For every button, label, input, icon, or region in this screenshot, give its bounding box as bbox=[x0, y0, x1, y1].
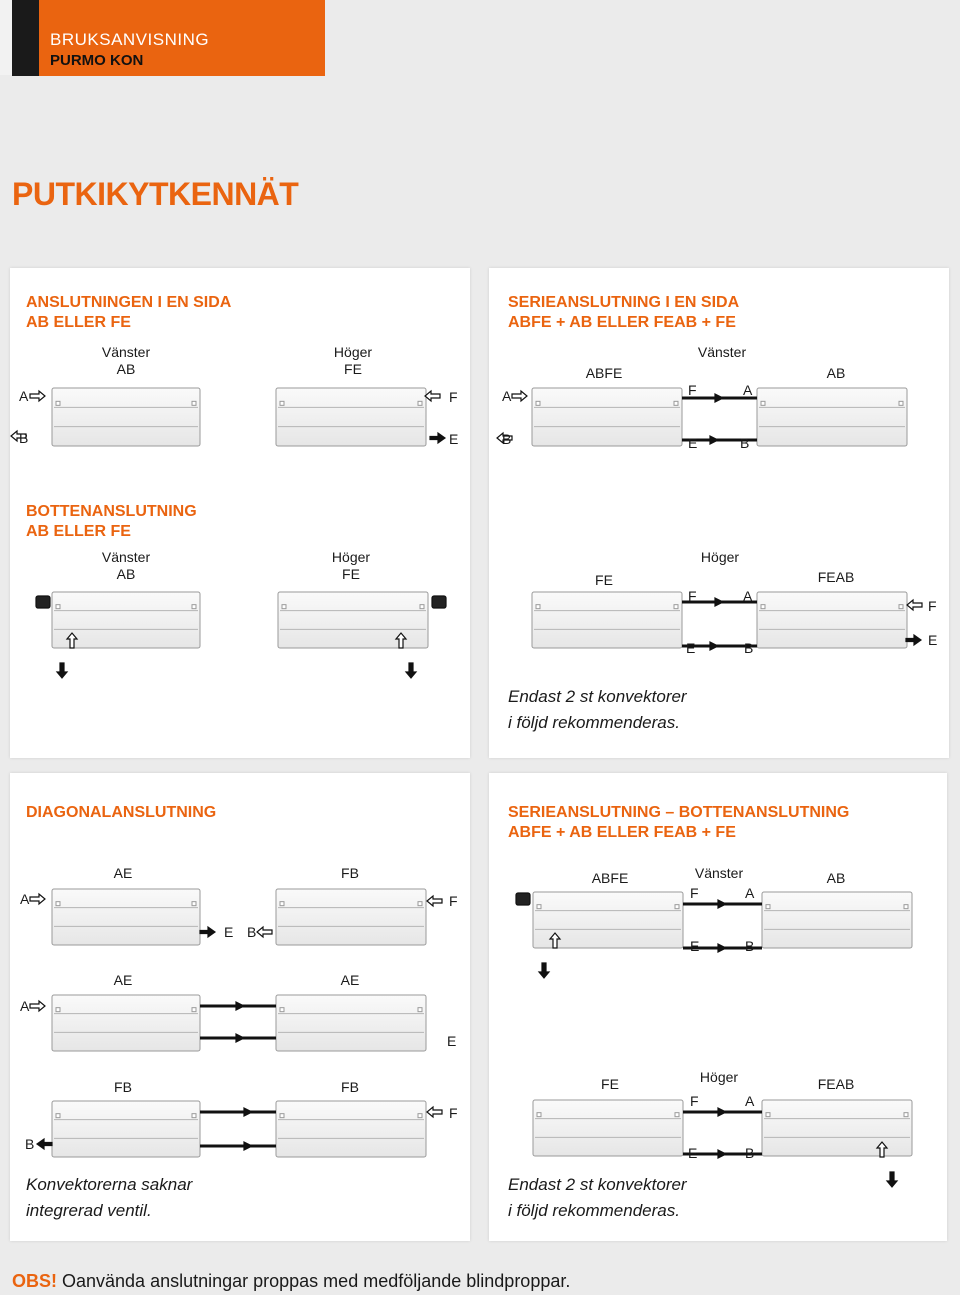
p3-note-line1: Konvektorerna saknar bbox=[26, 1175, 193, 1194]
p4-hoger: Höger bbox=[699, 1069, 739, 1085]
p4-note-line1: Endast 2 st konvektorer bbox=[508, 1175, 687, 1194]
p4-abfe: ABFE bbox=[591, 870, 629, 886]
p4-f-2: F bbox=[690, 1093, 699, 1109]
p4-a-1: A bbox=[745, 885, 755, 901]
p4-e-2: E bbox=[688, 1145, 698, 1161]
pipe-direction-mark bbox=[715, 394, 723, 402]
radiator-plug bbox=[536, 401, 540, 405]
radiator bbox=[276, 889, 426, 945]
p2-title-line1: SERIEANSLUTNING I EN SIDA bbox=[508, 294, 740, 311]
p2-feab: FEAB bbox=[817, 569, 855, 585]
flow-arrow bbox=[30, 894, 45, 904]
valve bbox=[516, 893, 530, 905]
radiator-plug bbox=[280, 902, 284, 906]
pipe-direction-mark bbox=[236, 1034, 244, 1042]
p2-title bbox=[508, 293, 739, 333]
radiator bbox=[276, 1101, 426, 1157]
p2-f-mid2: F bbox=[688, 588, 697, 604]
p4-feab: FEAB bbox=[817, 1076, 855, 1092]
radiator-plug bbox=[904, 1113, 908, 1117]
radiator-plug bbox=[56, 401, 60, 405]
flow-arrow bbox=[30, 391, 45, 401]
radiator bbox=[52, 388, 200, 446]
p2-e-mid: E bbox=[688, 435, 698, 451]
p3-a-2: A bbox=[20, 998, 30, 1014]
p1-title-line2: AB ELLER FE bbox=[26, 314, 131, 331]
p1-sec2-left-caption: Vänster bbox=[101, 549, 151, 565]
flow-arrow bbox=[512, 391, 527, 401]
radiator-plug bbox=[761, 605, 765, 609]
p3-a-1: A bbox=[20, 891, 30, 907]
flow-arrow-vertical bbox=[57, 663, 67, 678]
p1-sec2-right-caption: Höger bbox=[331, 549, 371, 565]
radiator bbox=[52, 1101, 200, 1157]
radiator-plug bbox=[761, 401, 765, 405]
p2-e-right: E bbox=[928, 632, 938, 648]
p3-f-2: F bbox=[449, 1105, 458, 1121]
flow-arrow-vertical bbox=[406, 663, 416, 678]
pipe-direction-mark bbox=[710, 642, 718, 650]
flow-arrow bbox=[907, 600, 922, 610]
radiator-plug bbox=[537, 905, 541, 909]
p3-e-1: E bbox=[224, 924, 234, 940]
pipe-direction-mark bbox=[244, 1108, 252, 1116]
p2-title-line2: ABFE + AB ELLER FEAB + FE bbox=[508, 314, 736, 331]
p1-title bbox=[26, 293, 231, 333]
radiator bbox=[762, 1100, 912, 1156]
obs-text: Oanvända anslutningar proppas med medföljande blindproppar. bbox=[57, 1271, 571, 1291]
pipe-direction-mark bbox=[718, 900, 726, 908]
flow-arrow-solid bbox=[906, 635, 921, 645]
p2-a-mid: A bbox=[743, 382, 753, 398]
radiator-plug bbox=[418, 1008, 422, 1012]
radiator-plug bbox=[899, 401, 903, 405]
flow-arrow bbox=[425, 391, 440, 401]
p2-e-mid2: E bbox=[686, 640, 696, 656]
p2-hoger: Höger bbox=[700, 549, 740, 565]
p2-note bbox=[508, 684, 687, 736]
radiator-plug bbox=[674, 605, 678, 609]
radiator-plug bbox=[536, 605, 540, 609]
p1-left-code: AB bbox=[116, 361, 136, 377]
radiator bbox=[757, 388, 907, 446]
flow-arrow-solid bbox=[430, 433, 445, 443]
flow-arrow-solid bbox=[37, 1139, 52, 1149]
p1-b: B bbox=[19, 430, 29, 446]
radiator-plug bbox=[192, 902, 196, 906]
p4-e-1: E bbox=[690, 938, 700, 954]
radiator bbox=[276, 388, 426, 446]
p1-right-caption: Höger bbox=[333, 344, 373, 360]
radiator-plug bbox=[537, 1113, 541, 1117]
p4-note bbox=[508, 1172, 687, 1224]
p2-b-mid: B bbox=[740, 435, 750, 451]
p4-ab: AB bbox=[826, 870, 846, 886]
p4-title bbox=[508, 803, 849, 843]
p1-sec2-title bbox=[26, 502, 197, 542]
p2-f-right: F bbox=[928, 598, 937, 614]
radiator bbox=[762, 892, 912, 948]
p2-vanster: Vänster bbox=[697, 344, 747, 360]
p1-sec2-title-line1: BOTTENANSLUTNING bbox=[26, 503, 197, 520]
radiator-plug bbox=[56, 902, 60, 906]
radiator bbox=[533, 1100, 683, 1156]
p1-sec2-right-code: FE bbox=[342, 566, 360, 582]
radiator-plug bbox=[675, 905, 679, 909]
p3-f-1: F bbox=[449, 893, 458, 909]
radiator-plug bbox=[282, 605, 286, 609]
p2-note-line1: Endast 2 st konvektorer bbox=[508, 687, 687, 706]
valve bbox=[36, 596, 50, 608]
radiator bbox=[532, 592, 682, 648]
p2-ab: AB bbox=[826, 365, 846, 381]
radiator bbox=[276, 995, 426, 1051]
radiator-plug bbox=[56, 605, 60, 609]
p1-a: A bbox=[19, 388, 29, 404]
pipe-direction-mark bbox=[244, 1142, 252, 1150]
radiator-plug bbox=[280, 1114, 284, 1118]
p3-note bbox=[26, 1172, 192, 1224]
p3-fb-1: FB bbox=[341, 865, 359, 881]
p3-title: DIAGONALANSLUTNING bbox=[26, 804, 217, 821]
radiator-plug bbox=[766, 1113, 770, 1117]
p4-b-2: B bbox=[745, 1145, 755, 1161]
radiator-plug bbox=[904, 905, 908, 909]
p1-sec2-title-line2: AB ELLER FE bbox=[26, 523, 131, 540]
p1-right-code: FE bbox=[344, 361, 362, 377]
flow-arrow bbox=[427, 896, 442, 906]
pipe-direction-mark bbox=[718, 1150, 726, 1158]
radiator-plug bbox=[418, 902, 422, 906]
flow-arrow-solid bbox=[200, 927, 215, 937]
radiator bbox=[52, 889, 200, 945]
p4-vanster: Vänster bbox=[694, 865, 744, 881]
p4-note-line2: i följd rekommenderas. bbox=[508, 1201, 680, 1220]
flow-arrow bbox=[427, 1107, 442, 1117]
p3-ae-3: AE bbox=[340, 972, 360, 988]
page-title: PUTKIKYTKENNÄT bbox=[12, 176, 299, 212]
p3-e-2: E bbox=[447, 1033, 457, 1049]
radiator-plug bbox=[766, 905, 770, 909]
flow-arrow bbox=[257, 927, 272, 937]
p2-f-mid: F bbox=[688, 382, 697, 398]
p3-ae-2: AE bbox=[113, 972, 133, 988]
p1-title-line1: ANSLUTNINGEN I EN SIDA bbox=[26, 294, 232, 311]
obs-label: OBS! bbox=[12, 1271, 57, 1291]
pipe-direction-mark bbox=[718, 944, 726, 952]
radiator-plug bbox=[418, 401, 422, 405]
p3-fb-2: FB bbox=[114, 1079, 132, 1095]
p2-b-mid2: B bbox=[744, 640, 754, 656]
flow-arrow-vertical bbox=[887, 1172, 897, 1187]
p4-title-line1: SERIEANSLUTNING – BOTTENANSLUTNING bbox=[508, 804, 850, 821]
p4-fe: FE bbox=[601, 1076, 619, 1092]
radiator-plug bbox=[192, 401, 196, 405]
p2-fe: FE bbox=[595, 572, 613, 588]
obs-note bbox=[12, 1271, 570, 1292]
radiator bbox=[52, 995, 200, 1051]
header-line2: PURMO KON bbox=[50, 52, 144, 69]
pipe-direction-mark bbox=[236, 1002, 244, 1010]
radiator bbox=[532, 388, 682, 446]
radiator-plug bbox=[192, 605, 196, 609]
p2-a-left: A bbox=[502, 388, 512, 404]
p4-f-1: F bbox=[690, 885, 699, 901]
radiator-plug bbox=[280, 1008, 284, 1012]
p1-e: E bbox=[449, 431, 459, 447]
p2-abfe: ABFE bbox=[585, 365, 623, 381]
p2-a-mid2: A bbox=[743, 588, 753, 604]
pipe-direction-mark bbox=[710, 436, 718, 444]
radiator-plug bbox=[56, 1008, 60, 1012]
p3-b-2: B bbox=[25, 1136, 35, 1152]
radiator-plug bbox=[675, 1113, 679, 1117]
p3-ae-1: AE bbox=[113, 865, 133, 881]
p4-a-2: A bbox=[745, 1093, 755, 1109]
radiator-plug bbox=[674, 401, 678, 405]
pipe-direction-mark bbox=[715, 598, 723, 606]
p2-note-line2: i följd rekommenderas. bbox=[508, 713, 680, 732]
valve bbox=[432, 596, 446, 608]
p4-b-1: B bbox=[745, 938, 755, 954]
p1-left-caption: Vänster bbox=[101, 344, 151, 360]
p4-title-line2: ABFE + AB ELLER FEAB + FE bbox=[508, 824, 736, 841]
p1-f: F bbox=[449, 389, 458, 405]
p3-fb-3: FB bbox=[341, 1079, 359, 1095]
radiator-plug bbox=[420, 605, 424, 609]
radiator-plug bbox=[899, 605, 903, 609]
radiator-plug bbox=[280, 401, 284, 405]
radiator-plug bbox=[56, 1114, 60, 1118]
p1-sec2-left-code: AB bbox=[116, 566, 136, 582]
flow-arrow-vertical bbox=[539, 963, 549, 978]
radiator-plug bbox=[192, 1008, 196, 1012]
flow-arrow bbox=[30, 1001, 45, 1011]
radiator bbox=[757, 592, 907, 648]
radiator-plug bbox=[418, 1114, 422, 1118]
p3-b-1: B bbox=[247, 924, 257, 940]
p3-note-line2: integrerad ventil. bbox=[26, 1201, 152, 1220]
radiator-plug bbox=[192, 1114, 196, 1118]
header-line1: BRUKSANVISNING bbox=[50, 30, 210, 49]
pipe-direction-mark bbox=[718, 1108, 726, 1116]
p2-b-left: B bbox=[502, 431, 512, 447]
